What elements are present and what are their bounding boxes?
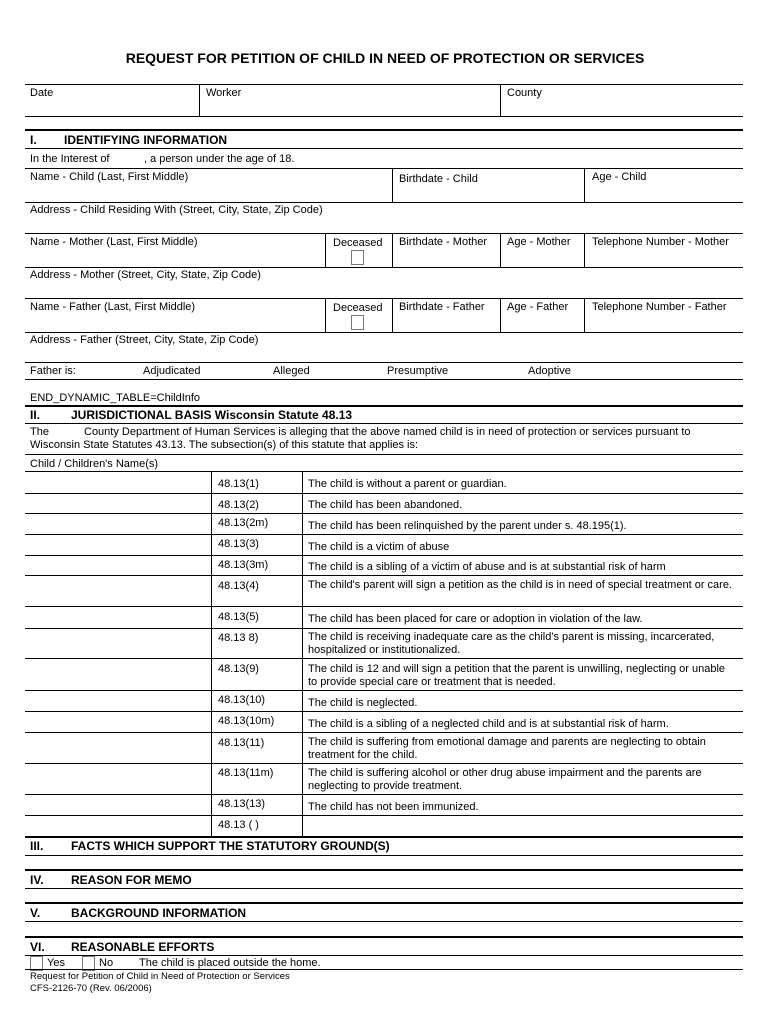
section-1-heading: IDENTIFYING INFORMATION <box>64 133 228 147</box>
statute-text: The child is suffering from emotional damage and parents are neglecting to obtain treatment for the child. <box>308 736 706 761</box>
divider <box>25 690 743 691</box>
statute-code[interactable]: 48.13(4) <box>218 580 259 592</box>
section-rule <box>25 902 743 904</box>
statute-text: The child is neglected. <box>308 697 418 709</box>
county-label: County <box>507 87 542 99</box>
divider <box>25 202 743 203</box>
section-5-number: V. <box>30 906 41 920</box>
deceased-mother-label: Deceased <box>333 237 383 249</box>
divider <box>25 493 743 494</box>
divider <box>392 298 393 332</box>
divider <box>325 233 326 267</box>
statute-code[interactable]: 48.13(3) <box>218 538 259 550</box>
divider <box>25 855 743 856</box>
divider <box>25 471 743 472</box>
deceased-mother-checkbox[interactable] <box>351 250 364 265</box>
section-4-heading: REASON FOR MEMO <box>71 873 192 887</box>
deceased-father-label: Deceased <box>333 302 383 314</box>
jurisdiction-text-start: The <box>30 426 49 438</box>
statute-text: The child has not been immunized. <box>308 801 479 813</box>
statute-code[interactable]: 48.13(10) <box>218 694 266 706</box>
phone-father-label: Telephone Number - Father <box>592 301 727 313</box>
divider <box>500 233 501 267</box>
divider <box>25 955 743 956</box>
section-5-heading: BACKGROUND INFORMATION <box>71 906 247 920</box>
statute-code[interactable]: 48.13(13) <box>218 798 266 810</box>
statute-text: The child is without a parent or guardian. <box>308 478 507 490</box>
address-child-label: Address - Child Residing With (Street, City, State, Zip Code) <box>30 204 323 216</box>
section-3-number: III. <box>30 839 44 853</box>
statute-text: The child has been abandoned. <box>308 499 463 511</box>
section-6-heading: REASONABLE EFFORTS <box>71 940 215 954</box>
statute-code[interactable]: 48.13(1) <box>218 478 259 490</box>
divider <box>25 555 743 556</box>
divider <box>25 233 743 234</box>
divider <box>25 332 743 333</box>
section-rule <box>25 936 743 938</box>
divider <box>25 711 743 712</box>
age-child-label: Age - Child <box>592 171 647 183</box>
divider <box>25 575 743 576</box>
divider <box>392 168 393 202</box>
section-2-heading: JURISDICTIONAL BASIS Wisconsin Statute 48.13 <box>71 408 353 422</box>
section-rule <box>25 836 743 838</box>
statute-code[interactable]: 48.13(2m) <box>218 517 269 529</box>
statute-code[interactable]: 48.13(11) <box>218 737 265 749</box>
divider <box>25 362 743 363</box>
name-mother-label: Name - Mother (Last, First Middle) <box>30 236 198 248</box>
jurisdiction-text-2: Wisconsin State Statutes 43.13. The subsection(s) of this statute that applies is: <box>30 439 419 451</box>
footer-form-title: Request for Petition of Child in Need of Protection or Services <box>30 971 290 982</box>
divider <box>25 513 743 514</box>
age-mother-label: Age - Mother <box>507 236 571 248</box>
divider <box>25 379 743 380</box>
divider <box>25 534 743 535</box>
section-3-heading: FACTS WHICH SUPPORT THE STATUTORY GROUND(S) <box>71 839 390 853</box>
divider <box>211 471 212 836</box>
no-label: No <box>99 957 114 969</box>
divider <box>25 148 743 149</box>
worker-label: Worker <box>206 87 242 99</box>
divider <box>25 84 743 85</box>
section-rule <box>25 869 743 871</box>
birthdate-child-label: Birthdate - Child <box>399 173 478 185</box>
statute-text: The child's parent will sign a petition as the child is in need of special treatment or care. <box>308 579 732 591</box>
divider <box>25 267 743 268</box>
divider <box>500 298 501 332</box>
father-option-adoptive[interactable]: Adoptive <box>528 365 571 377</box>
address-father-label: Address - Father (Street, City, State, Zip Code) <box>30 334 259 346</box>
jurisdiction-text: County Department of Human Services is alleging that the above named child is in need of protection or services pursuant to <box>84 426 691 438</box>
end-table-marker: END_DYNAMIC_TABLE=ChildInfo <box>30 392 201 404</box>
divider <box>199 84 200 116</box>
section-6-number: VI. <box>30 940 45 954</box>
father-is-label: Father is: <box>30 365 76 377</box>
divider <box>25 628 743 629</box>
statute-code[interactable]: 48.13(2) <box>218 499 259 511</box>
divider <box>302 471 303 836</box>
divider <box>584 298 585 332</box>
statute-text: The child has been placed for care or adoption in violation of the law. <box>308 613 643 625</box>
section-1-number: I. <box>30 133 37 147</box>
divider <box>325 298 326 332</box>
statute-text: The child is a sibling of a neglected child and is at substantial risk of harm. <box>308 718 669 730</box>
statute-text: The child is suffering alcohol or other drug abuse impairment and the parents are neglecting to provide treatment. <box>308 767 702 792</box>
divider <box>25 658 743 659</box>
father-option-alleged[interactable]: Alleged <box>273 365 310 377</box>
divider <box>25 423 743 424</box>
divider <box>25 168 743 169</box>
section-rule <box>25 405 743 407</box>
father-option-presumptive[interactable]: Presumptive <box>387 365 449 377</box>
divider <box>25 732 743 733</box>
section-2-number: II. <box>30 408 41 422</box>
statute-text: The child has been relinquished by the parent under s. 48.195(1). <box>308 520 627 532</box>
interest-prefix: In the Interest of <box>30 153 110 165</box>
divider <box>500 84 501 116</box>
birthdate-father-label: Birthdate - Father <box>399 301 485 313</box>
divider <box>25 969 743 970</box>
yes-label: Yes <box>47 957 65 969</box>
page-title: REQUEST FOR PETITION OF CHILD IN NEED OF PROTECTION OR SERVICES <box>125 50 645 66</box>
address-mother-label: Address - Mother (Street, City, State, Zip Code) <box>30 269 261 281</box>
statute-code[interactable]: 48.13(3m) <box>218 559 269 571</box>
section-4-number: IV. <box>30 873 44 887</box>
statute-text: The child is 12 and will sign a petition that the parent is unwilling, neglecting or unable to provide special care or treatment that is needed. <box>308 663 726 688</box>
father-option-adjudicated[interactable]: Adjudicated <box>143 365 201 377</box>
name-child-label: Name - Child (Last, First Middle) <box>30 171 189 183</box>
deceased-father-checkbox[interactable] <box>351 315 364 330</box>
statute-code[interactable]: 48.13(5) <box>218 611 259 623</box>
divider <box>25 454 743 455</box>
phone-mother-label: Telephone Number - Mother <box>592 236 729 248</box>
children-names-label: Child / Children's Name(s) <box>30 458 159 470</box>
section-rule <box>25 129 743 131</box>
statute-text: The child is a sibling of a victim of abuse and is at substantial risk of harm <box>308 561 666 573</box>
divider <box>584 233 585 267</box>
divider <box>25 888 743 889</box>
divider <box>25 794 743 795</box>
date-label: Date <box>30 87 54 99</box>
age-father-label: Age - Father <box>507 301 569 313</box>
interest-suffix: , a person under the age of 18. <box>144 153 295 165</box>
placed-outside-text: The child is placed outside the home. <box>139 957 321 969</box>
footer-form-number: CFS-2126-70 (Rev. 06/2006) <box>30 983 152 994</box>
statute-code[interactable]: 48.13(10m) <box>218 715 275 727</box>
statute-text: The child is receiving inadequate care as the child's parent is missing, incarcerated, hospitalized or institutionalized. <box>308 631 715 656</box>
divider <box>25 815 743 816</box>
divider <box>25 298 743 299</box>
divider <box>392 233 393 267</box>
statute-code-other[interactable]: 48.13 ( ) <box>218 819 259 831</box>
statute-code[interactable]: 48.13 8) <box>218 632 259 644</box>
divider <box>25 606 743 607</box>
divider <box>25 921 743 922</box>
statute-code[interactable]: 48.13(9) <box>218 663 259 675</box>
name-father-label: Name - Father (Last, First Middle) <box>30 301 196 313</box>
statute-text: The child is a victim of abuse <box>308 541 450 553</box>
birthdate-mother-label: Birthdate - Mother <box>399 236 488 248</box>
divider <box>584 168 585 202</box>
divider <box>25 116 743 117</box>
statute-code[interactable]: 48.13(11m) <box>218 767 274 779</box>
divider <box>25 763 743 764</box>
